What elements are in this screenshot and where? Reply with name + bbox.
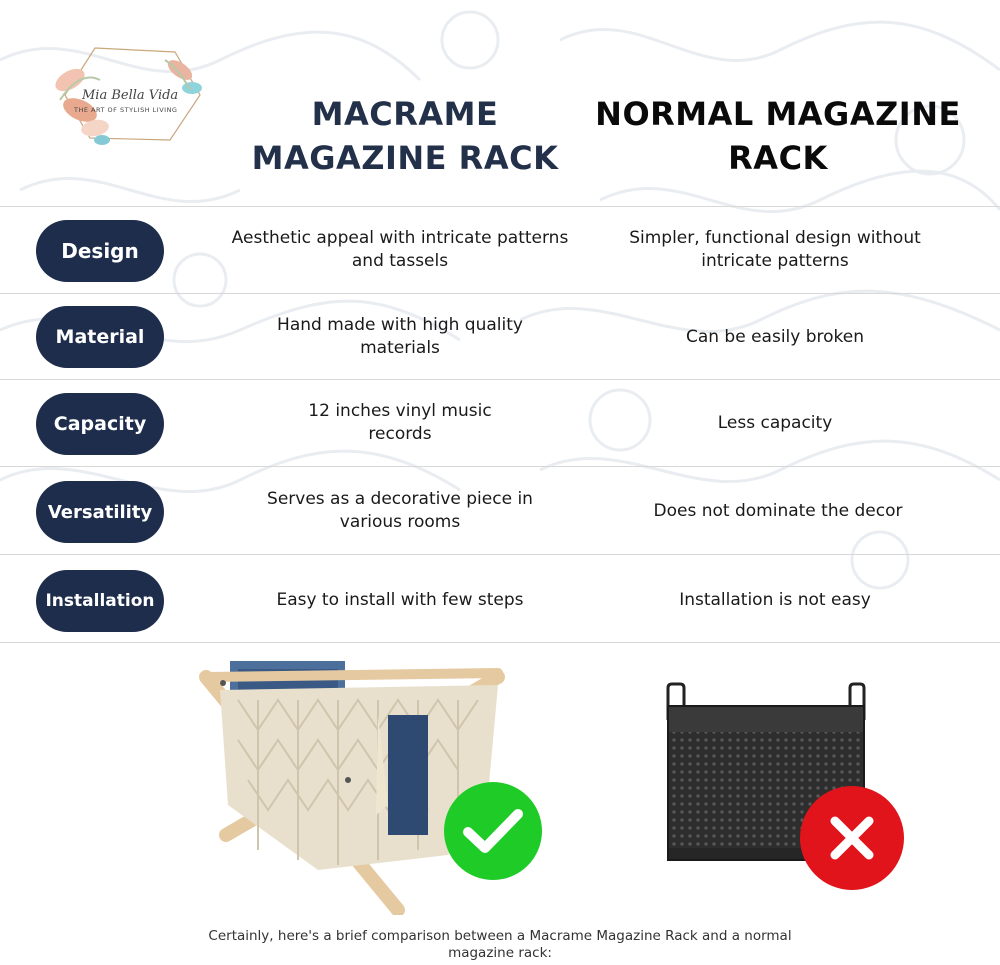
macrame-cell-capacity: 12 inches vinyl music records: [308, 401, 492, 444]
macrame-result-badge: [444, 782, 542, 880]
macrame-cell-material: Hand made with high quality materials: [277, 315, 523, 358]
logo-wordmark: Mia Bella Vida: [82, 88, 179, 103]
comparison-row-installation: [0, 555, 1000, 642]
normal-column-title: NORMAL MAGAZINE RACK: [595, 95, 961, 177]
comparison-row-material: [0, 294, 1000, 381]
row-divider: [0, 642, 1000, 643]
comparison-row-versatility: [0, 467, 1000, 554]
macrame-cell-design: Aesthetic appeal with intricate patterns and tassels: [231, 228, 569, 271]
macrame-column-title: MACRAME MAGAZINE RACK: [251, 95, 559, 177]
macrame-cell-versatility: Serves as a decorative piece in various rooms: [267, 489, 533, 532]
macrame-cell-installation: Easy to install with few steps: [276, 589, 524, 610]
normal-cell-capacity: Less capacity: [717, 412, 833, 433]
comparison-row-design: [0, 207, 1000, 294]
normal-cell-installation: Installation is not easy: [679, 589, 871, 610]
row-label-design: Design: [36, 220, 164, 282]
row-label-material: Material: [36, 306, 164, 368]
comparison-caption: Certainly, here's a brief comparison between a Macrame Magazine Rack and a normal magazine rack:: [208, 928, 792, 961]
row-label-capacity: Capacity: [36, 393, 164, 455]
row-label-versatility: Versatility: [36, 481, 164, 543]
row-label-installation: Installation: [36, 570, 164, 632]
normal-result-badge: [800, 786, 904, 890]
normal-cell-material: Can be easily broken: [685, 326, 865, 347]
checkmark-icon: [462, 806, 524, 856]
cross-icon: [827, 813, 877, 863]
logo-tagline: THE ART OF STYLISH LIVING: [74, 106, 178, 114]
normal-cell-design: Simpler, functional design without intricate patterns: [629, 228, 921, 271]
normal-cell-versatility: Does not dominate the decor: [653, 500, 903, 521]
comparison-row-capacity: [0, 380, 1000, 467]
